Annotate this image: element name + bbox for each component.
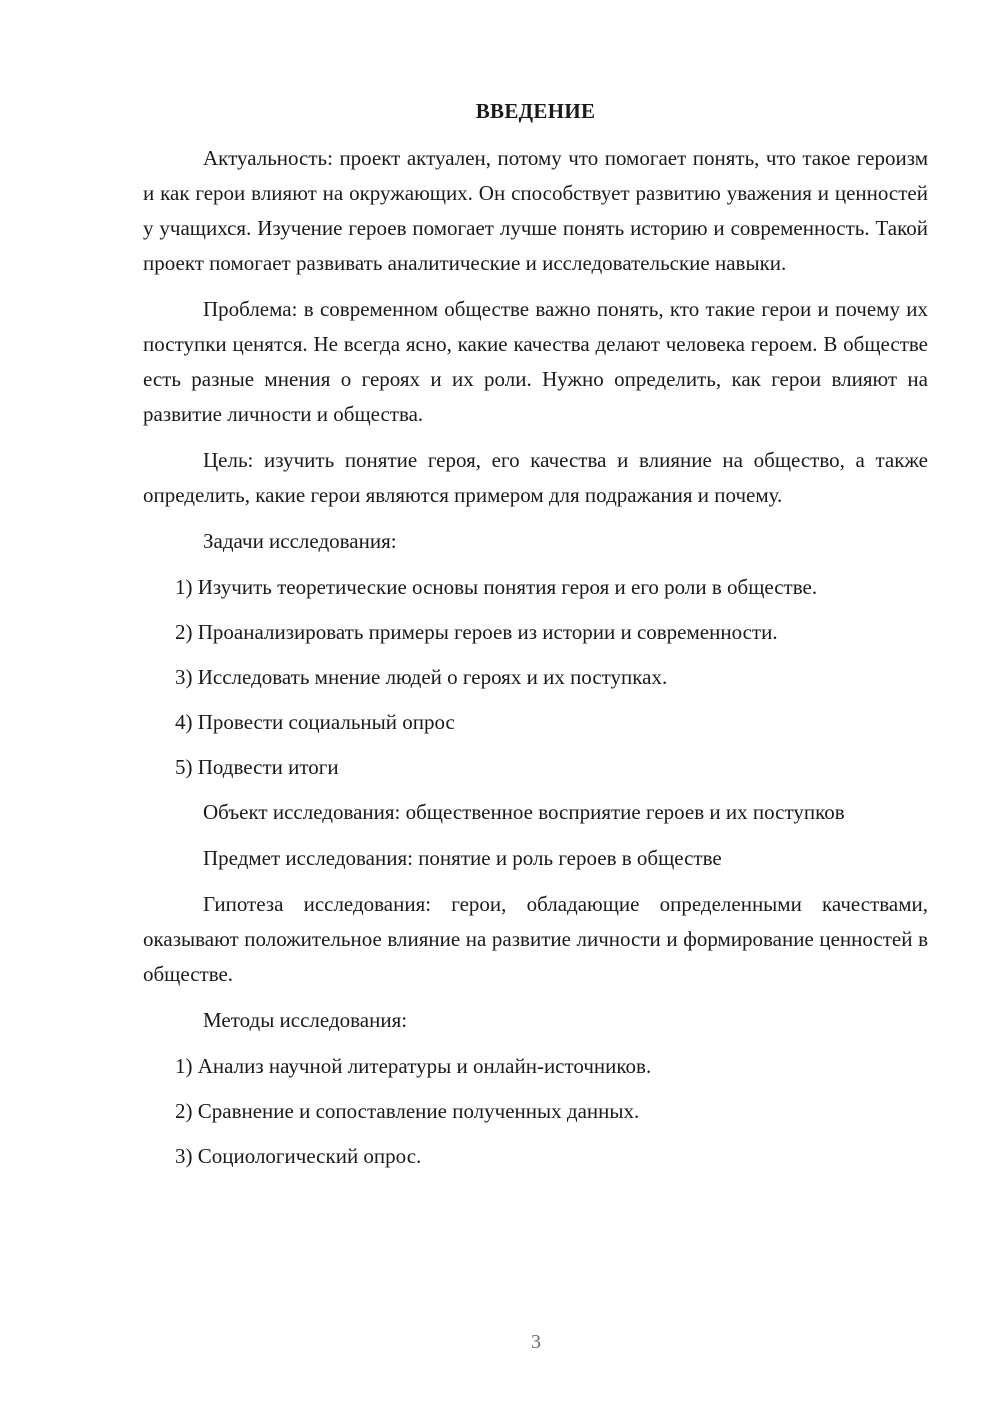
methods-list	[143, 1049, 928, 1174]
list-item: 4) Провести социальный опрос	[175, 710, 455, 734]
document-page	[143, 96, 928, 1184]
list-item: 1) Анализ научной литературы и онлайн-источников.	[175, 1054, 652, 1078]
object-paragraph: Объект исследования: общественное восприятие героев и их поступков	[203, 800, 845, 824]
tasks-list	[143, 570, 928, 785]
list-item: 2) Сравнение и сопоставление полученных данных.	[175, 1099, 640, 1123]
methods-heading: Методы исследования:	[203, 1008, 408, 1032]
goal-paragraph: Цель: изучить понятие героя, его качества и влияние на общество, а также определить, какие герои являются примером для подражания и почему.	[143, 448, 928, 507]
list-item: 2) Проанализировать примеры героев из истории и современности.	[175, 620, 778, 644]
list-item: 3) Социологический опрос.	[175, 1144, 422, 1168]
hypothesis-paragraph: Гипотеза исследования: герои, обладающие определенными качествами, оказывают положительное влияние на развитие личности и формирование ценностей в обществе.	[143, 892, 928, 986]
subject-paragraph: Предмет исследования: понятие и роль героев в обществе	[203, 846, 722, 870]
list-item: 1) Изучить теоретические основы понятия героя и его роли в обществе.	[175, 575, 818, 599]
page-number: 3	[531, 1331, 541, 1353]
problem-paragraph: Проблема: в современном обществе важно понять, кто такие герои и почему их поступки ценятся. Не всегда ясно, какие качества делают человека героем. В обществе есть разные мнения о героях и их роли. Нужно определить, как герои влияют на развитие личности и общества.	[143, 297, 928, 426]
relevance-paragraph: Актуальность: проект актуален, потому что помогает понять, что такое героизм и как герои влияют на окружающих. Он способствует развитию уважения и ценностей у учащихся. Изучение героев помогает лучше понять историю и современность. Такой проект помогает развивать аналитические и исследовательские навыки.	[143, 146, 928, 275]
page-title: ВВЕДЕНИЕ	[475, 99, 596, 123]
tasks-heading: Задачи исследования:	[203, 529, 397, 553]
list-item: 3) Исследовать мнение людей о героях и их поступках.	[175, 665, 668, 689]
list-item: 5) Подвести итоги	[175, 755, 339, 779]
